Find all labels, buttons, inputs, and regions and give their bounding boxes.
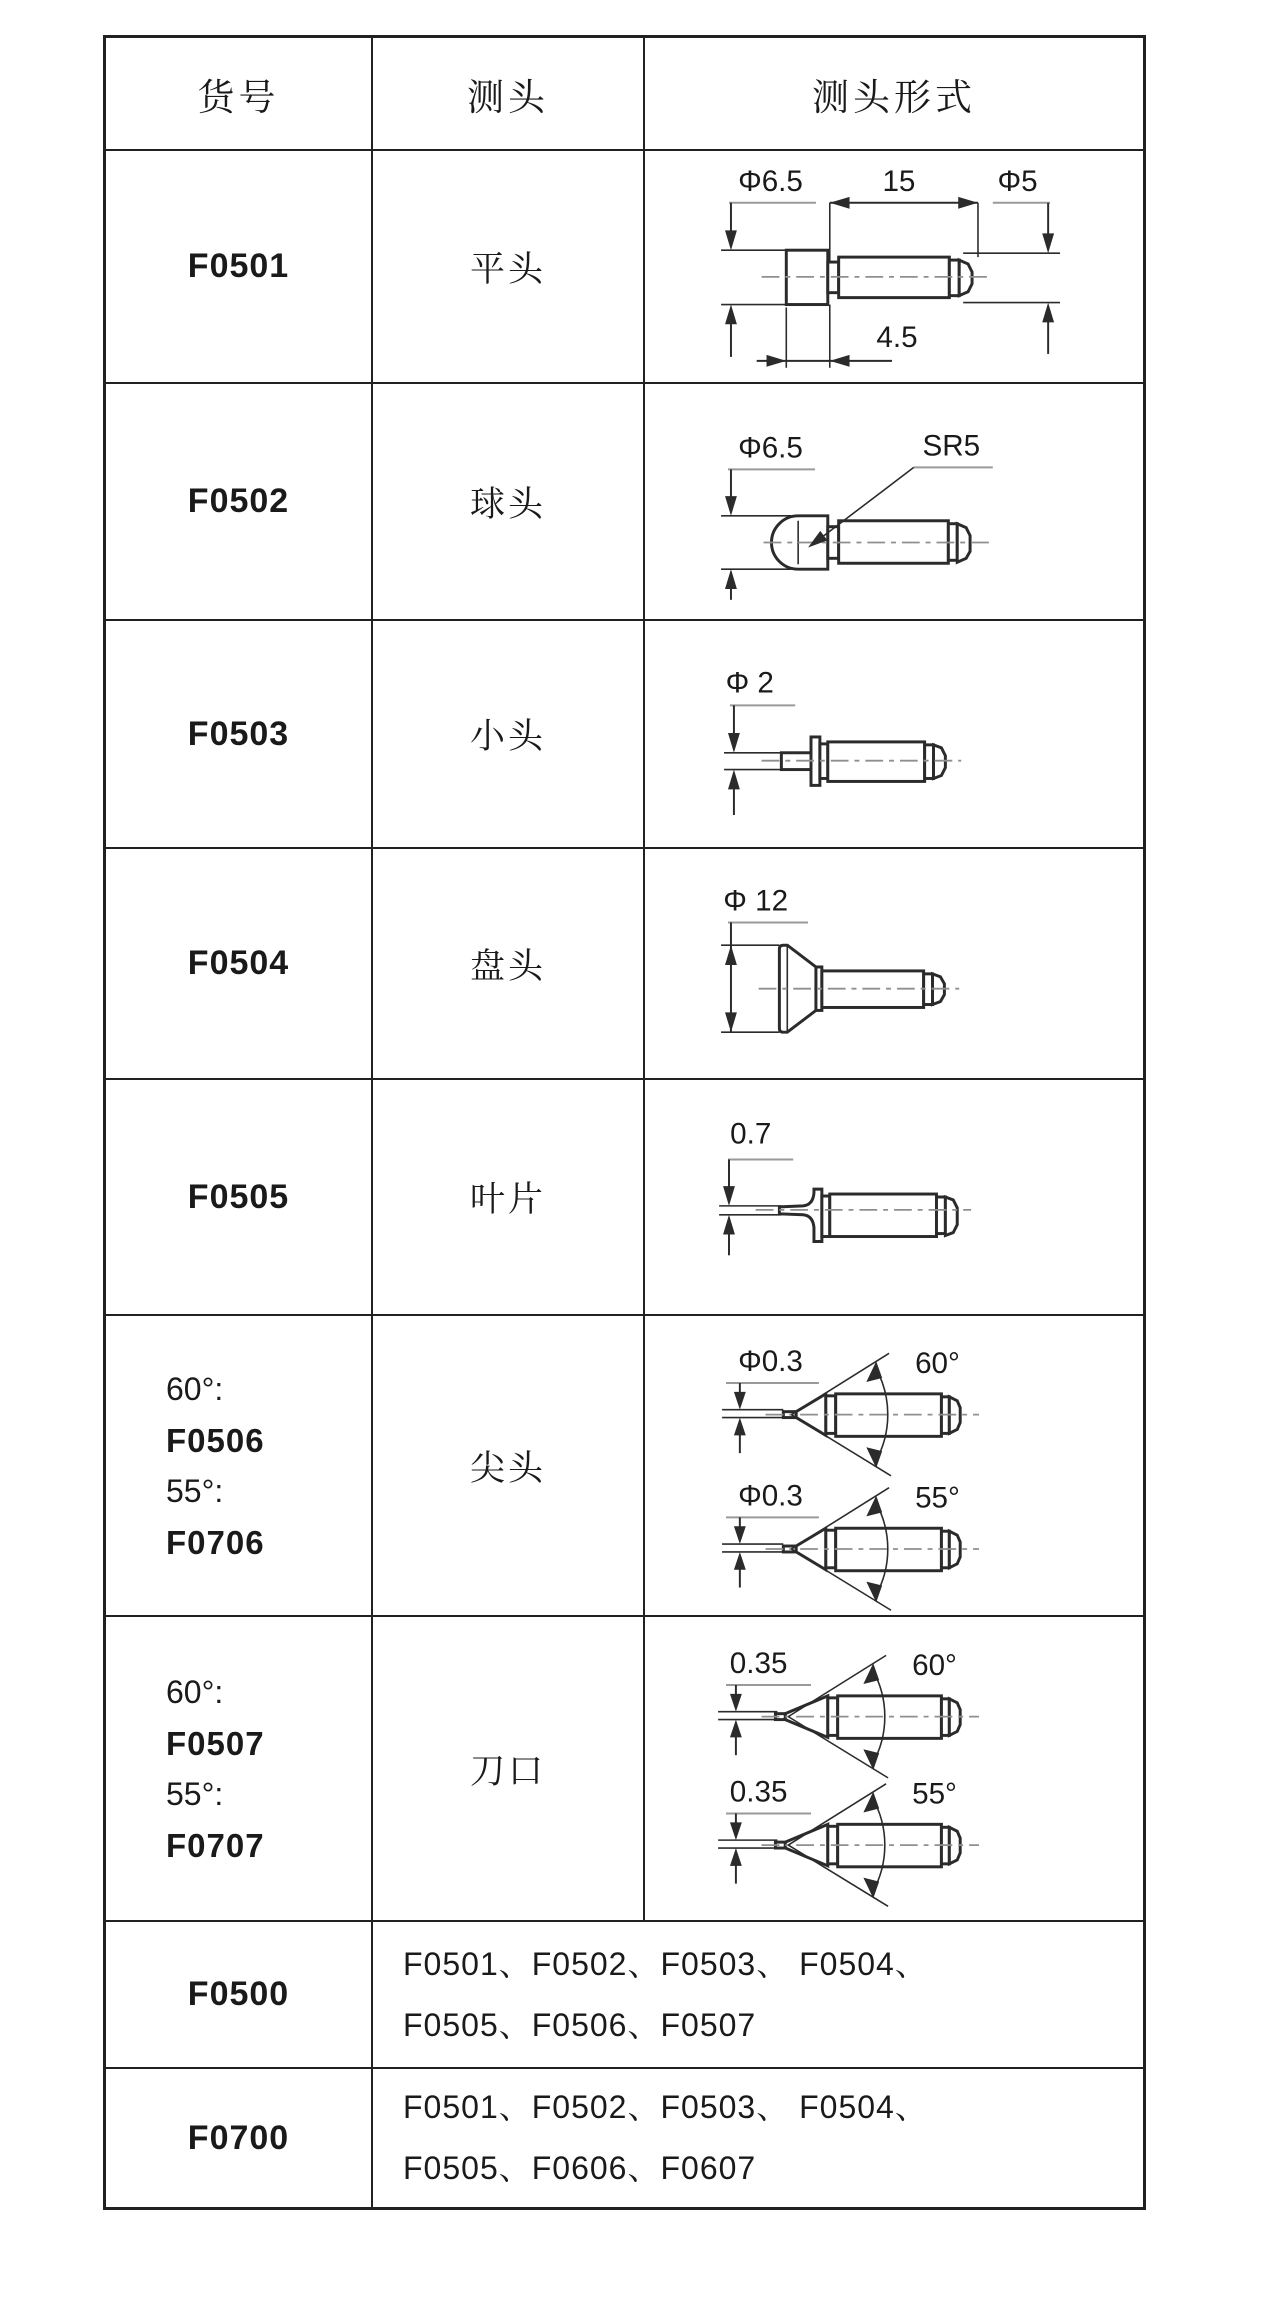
angle-label-60: 60°: [915, 1347, 960, 1381]
header-row: [106, 38, 1143, 149]
angle-label-55: 55°: [915, 1481, 960, 1515]
probe-catalog-table: [103, 35, 1146, 2210]
kit-line: F0505、F0606、F0607: [403, 2150, 757, 2186]
angle-60-label: 60°:: [166, 1370, 224, 1407]
drawing-cell-f0503: [643, 621, 1143, 847]
probe-drawing-disc-head: [645, 849, 1143, 1078]
kit-contents-f0500: [371, 1922, 1143, 2067]
angle-60-label: 60°:: [166, 1673, 224, 1710]
code-f0500: F0500: [187, 1975, 290, 2013]
code-f0706: F0706: [166, 1523, 265, 1561]
probe-drawing-knife-edge: [645, 1617, 1143, 1920]
dim-label-stem-diameter: Φ5: [997, 164, 1038, 198]
header-cell-head: 测头: [371, 38, 643, 149]
head-type-f0504: 盘头: [371, 849, 643, 1078]
probe-drawing-small-head: [645, 621, 1143, 847]
code-f0505: F0505: [187, 1177, 290, 1216]
dim-label-head-diameter: Φ6.5: [738, 164, 803, 198]
angle-55-label: 55°:: [166, 1472, 224, 1509]
code-f0700: F0700: [187, 2118, 290, 2157]
header-cell-code: 货号: [197, 77, 280, 119]
dim-label-sphere-radius: SR5: [922, 429, 981, 463]
dim-label-disc-diameter: Φ 12: [723, 884, 789, 918]
dim-label-tip-diameter: Φ 2: [725, 666, 774, 700]
drawing-cell-f0505: [643, 1080, 1143, 1314]
kit-contents-f0700: [371, 2069, 1143, 2207]
head-type-f0507: 刀口: [371, 1617, 643, 1920]
kit-line: F0501、F0502、F0503、 F0504、: [403, 2089, 928, 2125]
angle-label-55: 55°: [912, 1777, 957, 1811]
code-cell-f0507: [106, 1617, 371, 1920]
code-f0507: F0507: [166, 1724, 265, 1762]
head-type-f0506: 尖头: [371, 1316, 643, 1615]
angle-55-label: 55°:: [166, 1775, 224, 1812]
code-f0504: F0504: [187, 944, 290, 982]
kit-line: F0501、F0502、F0503、 F0504、: [403, 1945, 928, 1982]
probe-drawing-ball-head: [645, 384, 1143, 619]
dim-label-edge-width-60: 0.35: [729, 1647, 788, 1681]
dim-label-head-thickness: 4.5: [876, 321, 918, 355]
drawing-cell-f0501: [643, 151, 1143, 382]
probe-drawing-pointed: [645, 1316, 1143, 1615]
kit-line: F0505、F0506、F0507: [403, 2006, 757, 2043]
drawing-cell-f0506: [643, 1316, 1143, 1615]
table-row-f0503: [106, 619, 1143, 847]
dim-label-length: 15: [882, 164, 916, 198]
head-type-f0503: 小头: [371, 621, 643, 847]
probe-drawing-flat-head: [645, 151, 1143, 382]
drawing-cell-f0502: [643, 384, 1143, 619]
dim-label-head-diameter: Φ6.5: [738, 431, 803, 465]
code-f0502: F0502: [187, 482, 290, 520]
table-row-f0507: [106, 1615, 1143, 1920]
probe-drawing-blade: [645, 1080, 1143, 1314]
table-row-f0700: [106, 2067, 1143, 2207]
code-cell-f0506: [106, 1316, 371, 1615]
dim-label-point-diameter-60: Φ0.3: [738, 1345, 803, 1379]
header-cell-form: 测头形式: [643, 38, 1143, 149]
table-row-f0504: [106, 847, 1143, 1078]
head-type-f0505: 叶片: [371, 1080, 643, 1314]
head-type-f0502: 球头: [371, 384, 643, 619]
dim-label-blade-width: 0.7: [730, 1117, 772, 1151]
code-f0506: F0506: [166, 1421, 265, 1459]
dim-label-edge-width-55: 0.35: [729, 1775, 788, 1809]
code-f0707: F0707: [166, 1826, 265, 1864]
head-type-f0501: 平头: [371, 151, 643, 382]
table-row-f0506: [106, 1314, 1143, 1615]
code-f0503: F0503: [187, 714, 290, 753]
dim-label-point-diameter-55: Φ0.3: [738, 1479, 803, 1513]
table-row-f0501: [106, 149, 1143, 382]
drawing-cell-f0507: [643, 1617, 1143, 1920]
angle-label-60: 60°: [912, 1649, 957, 1683]
table-row-f0500: [106, 1920, 1143, 2067]
table-row-f0505: [106, 1078, 1143, 1314]
drawing-cell-f0504: [643, 849, 1143, 1078]
code-f0501: F0501: [187, 247, 290, 285]
table-row-f0502: [106, 382, 1143, 619]
